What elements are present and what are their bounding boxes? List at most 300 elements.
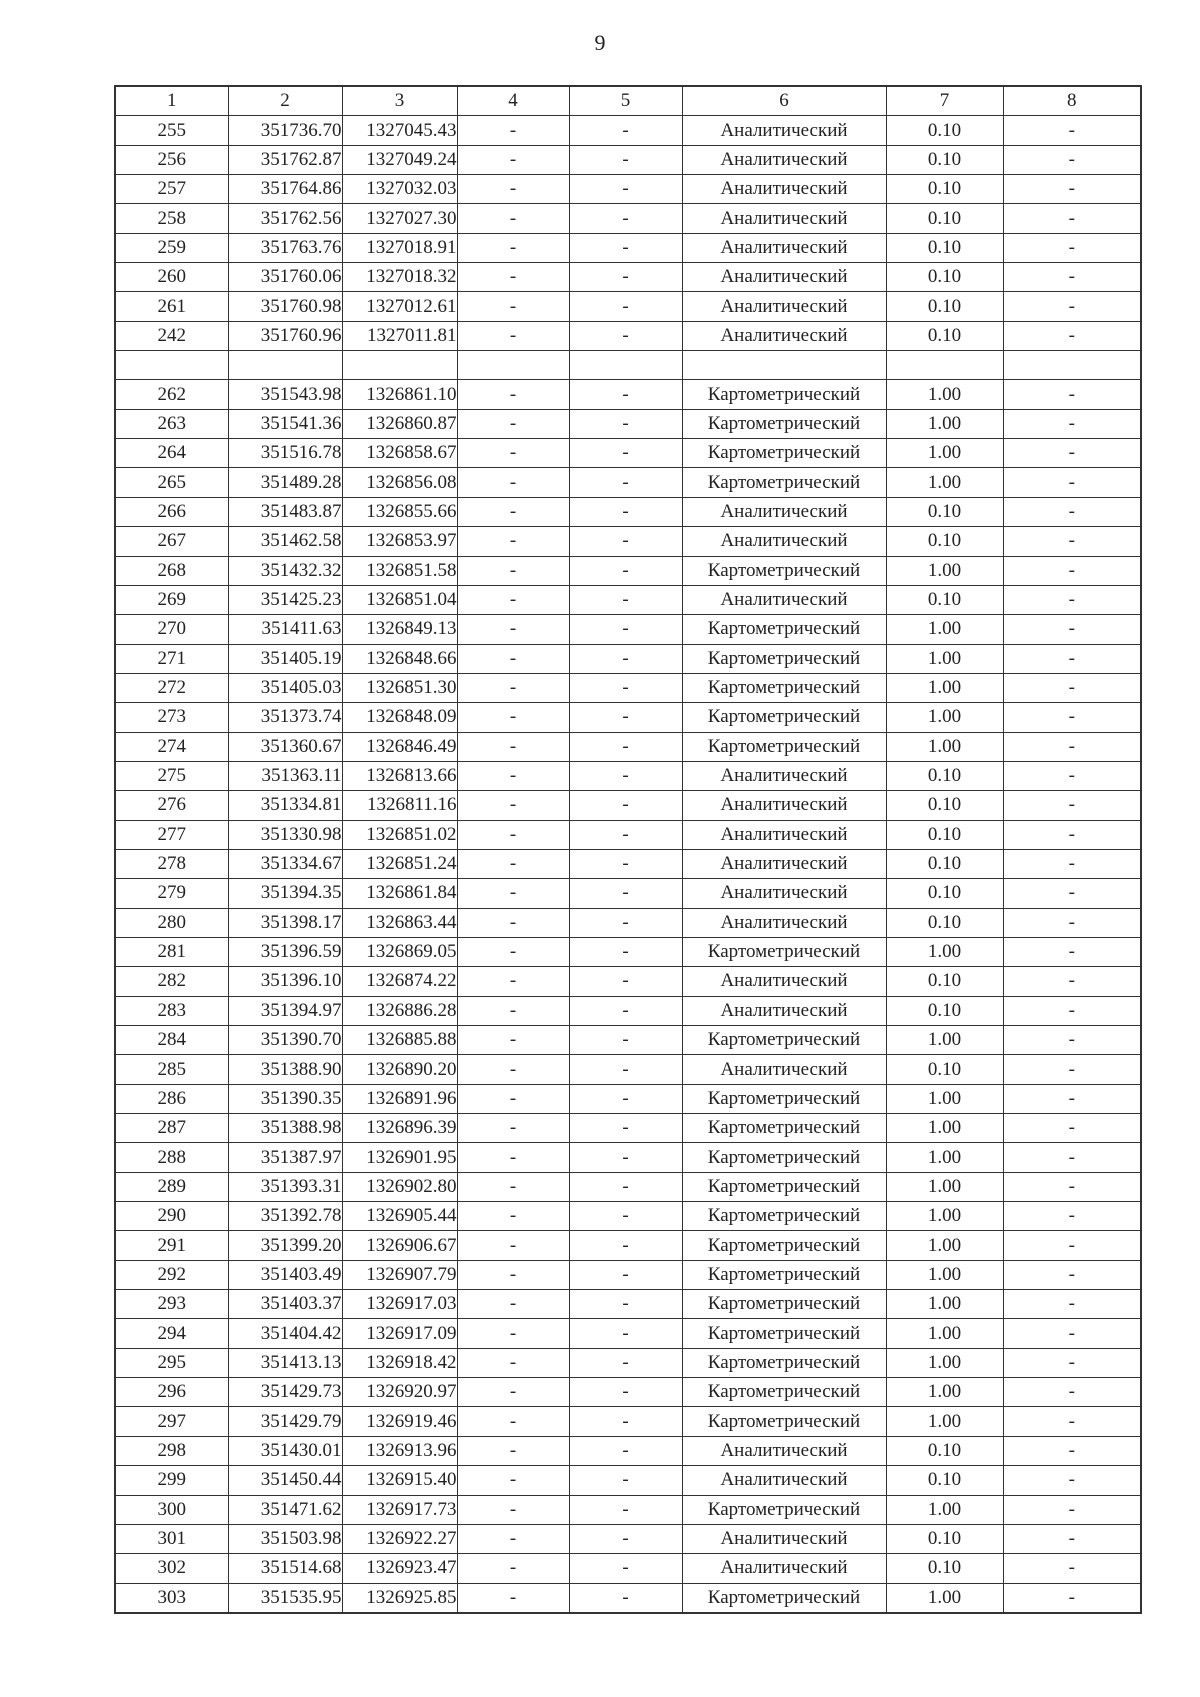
table-cell: - [1003, 1378, 1141, 1407]
table-cell: 0.10 [886, 996, 1003, 1025]
table-cell: - [1003, 1143, 1141, 1172]
table-cell: - [1003, 1172, 1141, 1201]
table-cell: Картометрический [682, 644, 886, 673]
table-cell: 1326849.13 [342, 615, 457, 644]
table-cell: 351396.59 [228, 937, 342, 966]
table-cell: 0.10 [886, 145, 1003, 174]
table-cell: 1.00 [886, 380, 1003, 409]
table-cell: 1326851.30 [342, 673, 457, 702]
table-cell: 268 [115, 556, 228, 585]
table-cell: 351429.79 [228, 1407, 342, 1436]
table-header-row [115, 86, 1141, 116]
table-cell: 0.10 [886, 1466, 1003, 1495]
page-number: 9 [594, 30, 606, 55]
table-row [115, 820, 1141, 849]
table-cell: 276 [115, 791, 228, 820]
table-cell: - [457, 1143, 569, 1172]
table-cell: 351483.87 [228, 497, 342, 526]
table-cell: - [457, 1026, 569, 1055]
table-cell: Аналитический [682, 1436, 886, 1465]
table-cell: - [569, 1554, 682, 1583]
table-row [115, 233, 1141, 262]
table-cell: - [569, 439, 682, 468]
table-cell: 1327018.32 [342, 263, 457, 292]
table-cell: Картометрический [682, 1378, 886, 1407]
table-cell: 1.00 [886, 1114, 1003, 1143]
table-cell: Аналитический [682, 263, 886, 292]
table-row [115, 204, 1141, 233]
table-cell: - [569, 527, 682, 556]
table-cell: 279 [115, 879, 228, 908]
table-cell: 255 [115, 116, 228, 145]
table-cell: Картометрический [682, 556, 886, 585]
table-row [115, 1466, 1141, 1495]
table-cell: - [1003, 497, 1141, 526]
table-row [115, 644, 1141, 673]
table-cell: 351360.67 [228, 732, 342, 761]
table-cell: 295 [115, 1348, 228, 1377]
table-cell: - [457, 585, 569, 614]
table-cell: 1326917.09 [342, 1319, 457, 1348]
table-cell: 0.10 [886, 292, 1003, 321]
table-cell: 351429.73 [228, 1378, 342, 1407]
table-row [115, 1290, 1141, 1319]
table-cell: 269 [115, 585, 228, 614]
table-cell: 351394.97 [228, 996, 342, 1025]
table-cell: - [569, 116, 682, 145]
table-cell: 1.00 [886, 1172, 1003, 1201]
table-cell: 1326906.67 [342, 1231, 457, 1260]
table-cell: 1326885.88 [342, 1026, 457, 1055]
table-cell: 351411.63 [228, 615, 342, 644]
table-cell: Аналитический [682, 116, 886, 145]
table-cell: 1326890.20 [342, 1055, 457, 1084]
table-cell: Аналитический [682, 175, 886, 204]
table-cell: 351394.35 [228, 879, 342, 908]
table-row [115, 145, 1141, 174]
table-cell: 274 [115, 732, 228, 761]
table-cell: 1326855.66 [342, 497, 457, 526]
table-cell: 1.00 [886, 468, 1003, 497]
table-cell: 0.10 [886, 908, 1003, 937]
table-cell: 1.00 [886, 1495, 1003, 1524]
table-cell: Аналитический [682, 321, 886, 350]
table-cell: 302 [115, 1554, 228, 1583]
table-cell: 272 [115, 673, 228, 702]
table-cell: - [457, 1348, 569, 1377]
table-cell [228, 351, 342, 380]
table-row [115, 1378, 1141, 1407]
table-cell: - [457, 1436, 569, 1465]
table-cell: - [1003, 380, 1141, 409]
table-cell: 0.10 [886, 849, 1003, 878]
table-cell: 351388.98 [228, 1114, 342, 1143]
table-cell: - [1003, 908, 1141, 937]
table-cell: - [1003, 967, 1141, 996]
table-cell: 0.10 [886, 233, 1003, 262]
table-cell: - [457, 791, 569, 820]
table-row [115, 116, 1141, 145]
table-cell: 351396.10 [228, 967, 342, 996]
table-cell: - [457, 1084, 569, 1113]
table-cell: - [569, 703, 682, 732]
column-header: 3 [342, 86, 457, 116]
table-cell: 299 [115, 1466, 228, 1495]
table-cell: Аналитический [682, 497, 886, 526]
table-row [115, 791, 1141, 820]
table-cell: - [1003, 732, 1141, 761]
table-cell: 282 [115, 967, 228, 996]
table-row [115, 439, 1141, 468]
table-cell: - [1003, 145, 1141, 174]
table-cell [115, 351, 228, 380]
table-cell: 1326863.44 [342, 908, 457, 937]
table-cell: - [457, 849, 569, 878]
table-cell: 351403.37 [228, 1290, 342, 1319]
table-cell: - [569, 204, 682, 233]
table-cell: - [569, 497, 682, 526]
table-cell: 1326915.40 [342, 1466, 457, 1495]
table-cell: - [457, 1554, 569, 1583]
table-cell: - [457, 879, 569, 908]
table-cell: - [457, 820, 569, 849]
table-cell: Аналитический [682, 1524, 886, 1553]
table-cell: 281 [115, 937, 228, 966]
table-cell: 284 [115, 1026, 228, 1055]
table-cell: - [457, 1114, 569, 1143]
table-cell: 1.00 [886, 1026, 1003, 1055]
table-cell: 351398.17 [228, 908, 342, 937]
table-cell: - [1003, 321, 1141, 350]
table-cell: - [457, 439, 569, 468]
table-cell: Аналитический [682, 967, 886, 996]
table-cell: - [569, 321, 682, 350]
table-cell: Аналитический [682, 145, 886, 174]
table-cell: Картометрический [682, 1084, 886, 1113]
table-cell: - [457, 409, 569, 438]
table-cell: Аналитический [682, 527, 886, 556]
table-cell: - [1003, 439, 1141, 468]
table-row [115, 732, 1141, 761]
table-cell: 351541.36 [228, 409, 342, 438]
table-cell: 0.10 [886, 1524, 1003, 1553]
table-cell: - [1003, 1319, 1141, 1348]
table-cell: Аналитический [682, 879, 886, 908]
table-cell [342, 351, 457, 380]
table-cell: 275 [115, 761, 228, 790]
table-cell: - [457, 1290, 569, 1319]
table-cell: - [569, 1378, 682, 1407]
table-row [115, 1524, 1141, 1553]
table-cell: 1327027.30 [342, 204, 457, 233]
table-cell: 351425.23 [228, 585, 342, 614]
table-cell: 0.10 [886, 1055, 1003, 1084]
table-cell: 277 [115, 820, 228, 849]
table-row [115, 468, 1141, 497]
table-cell: 351762.87 [228, 145, 342, 174]
table-cell: - [569, 1466, 682, 1495]
table-cell: 278 [115, 849, 228, 878]
table-cell: - [457, 937, 569, 966]
table-cell: 259 [115, 233, 228, 262]
table-cell: 351450.44 [228, 1466, 342, 1495]
table-cell: 351405.19 [228, 644, 342, 673]
table-cell: - [1003, 468, 1141, 497]
table-cell: - [457, 615, 569, 644]
table-cell: 351373.74 [228, 703, 342, 732]
table-cell: 1.00 [886, 615, 1003, 644]
table-row [115, 1436, 1141, 1465]
table-cell: 0.10 [886, 263, 1003, 292]
table-cell: - [1003, 527, 1141, 556]
table-cell: 351763.76 [228, 233, 342, 262]
table-cell: 1326891.96 [342, 1084, 457, 1113]
table-cell: - [569, 1407, 682, 1436]
table-cell: 1326902.80 [342, 1172, 457, 1201]
table-cell: - [457, 292, 569, 321]
table-row [115, 263, 1141, 292]
table-row [115, 937, 1141, 966]
table-cell: Аналитический [682, 820, 886, 849]
table-cell: - [457, 1524, 569, 1553]
table-cell: 1.00 [886, 1319, 1003, 1348]
table-cell: Картометрический [682, 1407, 886, 1436]
table-cell: - [569, 937, 682, 966]
table-cell: Аналитический [682, 1055, 886, 1084]
table-cell: 1.00 [886, 937, 1003, 966]
table-cell: 301 [115, 1524, 228, 1553]
table-cell: 1326811.16 [342, 791, 457, 820]
table-cell: - [569, 1319, 682, 1348]
table-cell: 287 [115, 1114, 228, 1143]
table-cell: - [457, 1055, 569, 1084]
table-cell: 289 [115, 1172, 228, 1201]
table-row [115, 1026, 1141, 1055]
table-cell: 351363.11 [228, 761, 342, 790]
table-cell: 0.10 [886, 527, 1003, 556]
table-row [115, 879, 1141, 908]
table-cell: Картометрический [682, 732, 886, 761]
table-cell: 0.10 [886, 820, 1003, 849]
table-cell: 1326918.42 [342, 1348, 457, 1377]
table-cell: - [457, 1202, 569, 1231]
table-row [115, 967, 1141, 996]
table-cell: 351736.70 [228, 116, 342, 145]
coordinates-table [114, 85, 1142, 1614]
table-cell: - [1003, 1436, 1141, 1465]
table-cell: 1326861.84 [342, 879, 457, 908]
table-cell: - [1003, 761, 1141, 790]
table-cell: 351392.78 [228, 1202, 342, 1231]
table-cell: 264 [115, 439, 228, 468]
table-cell: - [569, 1436, 682, 1465]
table-cell: 0.10 [886, 1436, 1003, 1465]
table-cell: - [569, 820, 682, 849]
table-cell: 0.10 [886, 791, 1003, 820]
table-cell: - [1003, 116, 1141, 145]
table-row [115, 849, 1141, 878]
table-cell: 0.10 [886, 1554, 1003, 1583]
table-row [115, 908, 1141, 937]
table-cell: - [1003, 820, 1141, 849]
table-cell: 351760.98 [228, 292, 342, 321]
table-cell: 0.10 [886, 761, 1003, 790]
table-cell: 351514.68 [228, 1554, 342, 1583]
table-cell: - [1003, 644, 1141, 673]
table-cell: 351330.98 [228, 820, 342, 849]
table-row [115, 585, 1141, 614]
table-cell: - [569, 791, 682, 820]
table-cell: - [1003, 849, 1141, 878]
column-header: 7 [886, 86, 1003, 116]
table-cell: 1326851.24 [342, 849, 457, 878]
table-cell: - [569, 1055, 682, 1084]
table-cell: 1326848.09 [342, 703, 457, 732]
table-cell: - [569, 233, 682, 262]
table-cell: 351403.49 [228, 1260, 342, 1289]
table-cell: - [569, 1583, 682, 1613]
table-cell: 1327012.61 [342, 292, 457, 321]
table-cell: - [1003, 937, 1141, 966]
table-cell: - [1003, 703, 1141, 732]
table-cell: 297 [115, 1407, 228, 1436]
table-cell: Картометрический [682, 1143, 886, 1172]
table-cell: - [1003, 204, 1141, 233]
table-cell: 261 [115, 292, 228, 321]
table-cell: 0.10 [886, 175, 1003, 204]
table-cell: 292 [115, 1260, 228, 1289]
column-header: 5 [569, 86, 682, 116]
table-cell: - [457, 1407, 569, 1436]
table-cell: Картометрический [682, 615, 886, 644]
table-cell: 303 [115, 1583, 228, 1613]
table-cell: 267 [115, 527, 228, 556]
table-cell: 351387.97 [228, 1143, 342, 1172]
table-cell: 1.00 [886, 1260, 1003, 1289]
table-cell: Картометрический [682, 1114, 886, 1143]
table-cell: - [1003, 1407, 1141, 1436]
table-cell: - [1003, 1026, 1141, 1055]
table-cell: - [457, 1583, 569, 1613]
table-cell: 1326922.27 [342, 1524, 457, 1553]
table-cell: - [1003, 1524, 1141, 1553]
table-cell: 351404.42 [228, 1319, 342, 1348]
table-cell: - [457, 175, 569, 204]
table-cell: Картометрический [682, 380, 886, 409]
table-cell: Аналитический [682, 204, 886, 233]
column-header: 8 [1003, 86, 1141, 116]
table-cell: 351760.96 [228, 321, 342, 350]
table-cell: 296 [115, 1378, 228, 1407]
table-row [115, 556, 1141, 585]
table-cell: Аналитический [682, 761, 886, 790]
table-cell: - [457, 116, 569, 145]
table-cell: - [457, 321, 569, 350]
table-cell: 294 [115, 1319, 228, 1348]
table-cell: - [569, 732, 682, 761]
table-cell: 1326901.95 [342, 1143, 457, 1172]
table-cell: - [1003, 1583, 1141, 1613]
table-body [115, 116, 1141, 1613]
table-cell: - [1003, 791, 1141, 820]
table-cell: 1326851.58 [342, 556, 457, 585]
table-cell: Картометрический [682, 1202, 886, 1231]
table-cell: 1326917.73 [342, 1495, 457, 1524]
table-cell: 351334.67 [228, 849, 342, 878]
table-cell: Аналитический [682, 996, 886, 1025]
table-cell: 293 [115, 1290, 228, 1319]
table-cell: 1327049.24 [342, 145, 457, 174]
table-cell: - [1003, 1466, 1141, 1495]
table-cell: 1326861.10 [342, 380, 457, 409]
table-cell: 1326913.96 [342, 1436, 457, 1465]
table-cell: - [457, 204, 569, 233]
table-cell: - [457, 1260, 569, 1289]
column-header: 2 [228, 86, 342, 116]
table-row [115, 380, 1141, 409]
table-cell: 1.00 [886, 1378, 1003, 1407]
table-cell: 351489.28 [228, 468, 342, 497]
table-cell: 1327011.81 [342, 321, 457, 350]
table-cell: 1326848.66 [342, 644, 457, 673]
table-cell: - [569, 175, 682, 204]
table-cell: - [457, 497, 569, 526]
table-cell: - [457, 996, 569, 1025]
table-cell: 351760.06 [228, 263, 342, 292]
table-cell: - [1003, 1055, 1141, 1084]
table-cell: 351390.35 [228, 1084, 342, 1113]
table-cell: - [457, 527, 569, 556]
table-cell [682, 351, 886, 380]
table-cell: 0.10 [886, 585, 1003, 614]
table-cell: 351405.03 [228, 673, 342, 702]
table-row [115, 1143, 1141, 1172]
table-cell: - [457, 908, 569, 937]
table-row [115, 996, 1141, 1025]
table-cell: 258 [115, 204, 228, 233]
table-cell: - [1003, 175, 1141, 204]
table-row [115, 497, 1141, 526]
table-cell: Картометрический [682, 703, 886, 732]
table-cell: - [457, 380, 569, 409]
table-cell: - [1003, 1084, 1141, 1113]
table-cell: - [569, 761, 682, 790]
table-cell: - [457, 1319, 569, 1348]
table-row [115, 321, 1141, 350]
table-cell: - [457, 233, 569, 262]
table-cell: - [569, 1348, 682, 1377]
table-cell: 1326905.44 [342, 1202, 457, 1231]
table-row [115, 175, 1141, 204]
table-cell: 0.10 [886, 204, 1003, 233]
table-cell: Аналитический [682, 908, 886, 937]
table-cell: 1326858.67 [342, 439, 457, 468]
table-cell: - [1003, 1554, 1141, 1583]
table-cell: 1327018.91 [342, 233, 457, 262]
table-cell: Картометрический [682, 1231, 886, 1260]
table-cell: 351432.32 [228, 556, 342, 585]
table-row [115, 1231, 1141, 1260]
table-cell: 298 [115, 1436, 228, 1465]
table-cell: 263 [115, 409, 228, 438]
table-cell: 280 [115, 908, 228, 937]
table-row [115, 615, 1141, 644]
table-cell: 351462.58 [228, 527, 342, 556]
table-cell: 1326851.02 [342, 820, 457, 849]
table-cell: - [457, 703, 569, 732]
table-cell: - [457, 1466, 569, 1495]
table-cell: 262 [115, 380, 228, 409]
